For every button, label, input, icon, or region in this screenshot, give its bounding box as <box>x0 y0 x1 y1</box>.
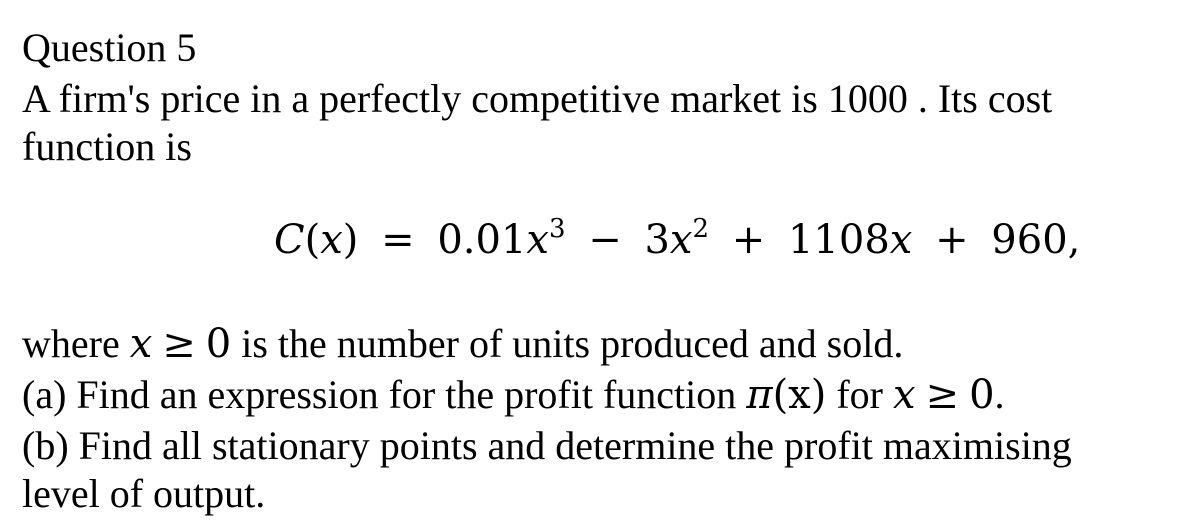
part-a-profit-argument: (x) <box>772 372 827 418</box>
where-prefix: where <box>22 321 130 366</box>
eq-exponent-2: 2 <box>692 214 710 244</box>
part-a-end: . <box>994 372 1005 417</box>
cost-function-equation <box>274 212 1080 268</box>
part-a <box>22 371 1005 419</box>
question-title: Question 5 <box>22 25 197 70</box>
eq-operator-1: − <box>588 217 622 263</box>
eq-constant: 960 <box>991 217 1068 263</box>
part-a-variable: x <box>892 372 916 418</box>
part-b-line-2: level of output. <box>22 471 266 516</box>
part-a-middle: for <box>826 372 893 417</box>
eq-open-paren: ( <box>304 217 321 263</box>
part-a-label: (a) Find an expression for the profit function <box>22 372 747 417</box>
part-a-profit-symbol: π <box>746 372 773 418</box>
eq-variable-1: x <box>526 217 549 263</box>
eq-coefficient-1: 0.01 <box>437 217 527 263</box>
part-a-relation: ≥ <box>925 372 960 418</box>
eq-variable-3: x <box>889 217 913 263</box>
where-clause <box>22 320 903 368</box>
where-variable: x <box>129 321 153 367</box>
eq-coefficient-3: 1108 <box>787 217 890 263</box>
where-value: 0 <box>205 321 232 367</box>
eq-variable-2: x <box>669 217 693 263</box>
where-suffix: is the number of units produced and sold. <box>231 321 904 366</box>
question-intro-line-2: function is <box>22 124 192 169</box>
part-a-value: 0 <box>969 372 995 418</box>
eq-lhs-function: C <box>274 217 305 263</box>
question-intro-line-1: A firm's price in a perfectly competitive market is 1000 . Its cost <box>22 76 1053 121</box>
eq-equals-sign: = <box>381 217 415 263</box>
eq-exponent-1: 3 <box>548 214 566 244</box>
part-b-line-1: (b) Find all stationary points and determine the profit maximising <box>22 423 1072 468</box>
eq-operator-2: + <box>731 217 766 263</box>
where-relation: ≥ <box>162 321 196 367</box>
eq-coefficient-2: 3 <box>644 217 670 263</box>
eq-close-paren: ) <box>342 217 359 263</box>
eq-lhs-variable: x <box>320 217 343 263</box>
eq-trailing-comma: , <box>1067 217 1081 263</box>
eq-operator-3: + <box>935 217 969 263</box>
